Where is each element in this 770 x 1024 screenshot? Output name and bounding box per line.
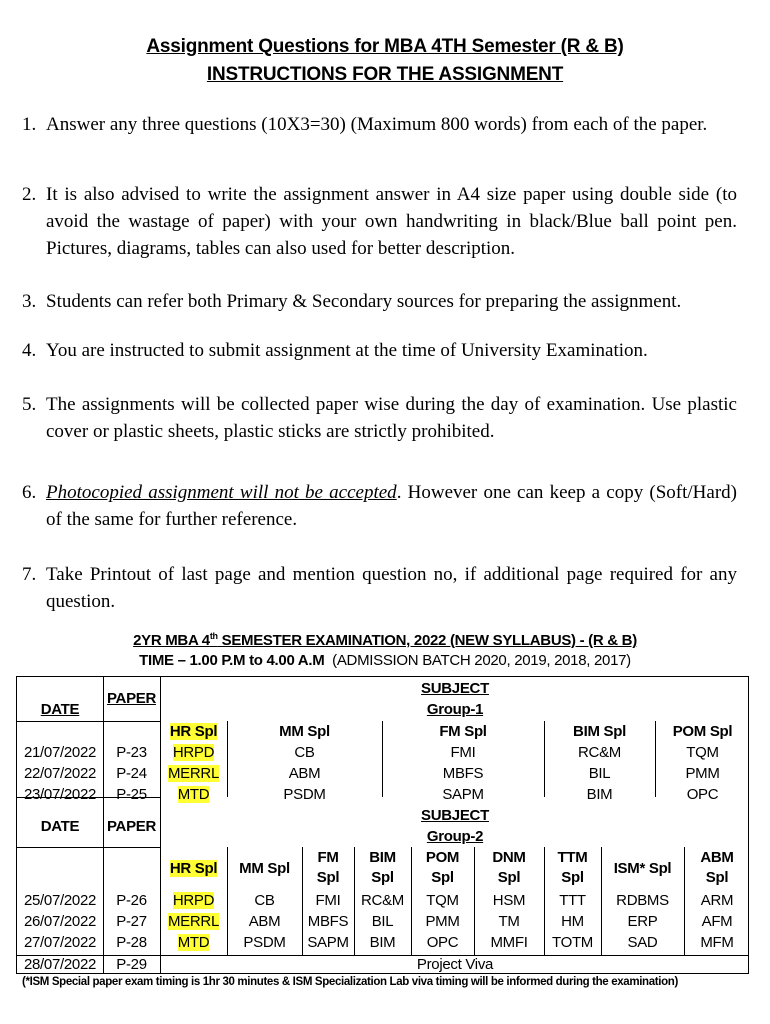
g2-col-fm: FM Spl <box>316 849 340 886</box>
g1-row3-date: 23/07/2022 <box>23 786 97 803</box>
g2-row3-ttm: TOTM <box>551 934 594 951</box>
g2-row3-date: 27/07/2022 <box>23 934 97 951</box>
g2-row2-mm: ABM <box>248 913 281 930</box>
g2-col-bim: BIM Spl <box>369 849 396 886</box>
project-viva: Project Viva <box>416 956 494 973</box>
g1-col-pom: POM Spl <box>672 723 733 740</box>
instruction-item-3 <box>22 288 737 315</box>
item-text <box>46 479 737 533</box>
item-number: 7. <box>22 564 37 585</box>
g2-row3-mm: PSDM <box>243 934 286 951</box>
g1-row1-bim: RC&M <box>578 744 621 761</box>
exam-heading: 2YR MBA 4th SEMESTER EXAMINATION, 2022 (NEW SYLLABUS) - (R & B) <box>133 631 637 649</box>
g2-row3-pom: OPC <box>426 934 459 951</box>
paper-header-2: PAPER <box>106 818 157 835</box>
g1-col-fm: FM Spl <box>439 723 487 740</box>
g2-row2-abm: AFM <box>701 913 733 930</box>
g2-row2-date: 26/07/2022 <box>23 913 97 930</box>
g2-row1-ism: RDBMS <box>616 892 669 909</box>
item-text: Take Printout of last page and mention question no, if additional page required for any question. <box>46 564 737 612</box>
item-text: Answer any three questions (10X3=30) (Maximum 800 words) from each of the paper. <box>46 114 708 135</box>
footnote: (*ISM Special paper exam timing is 1hr 30 minutes & ISM Specialization Lab viva timing will be informed during the examination) <box>22 976 678 988</box>
g2-col-dnm: DNM Spl <box>492 849 526 886</box>
g2-row3-hr: MTD <box>177 934 210 951</box>
item-number: 2. <box>22 184 37 205</box>
exam-schedule-table <box>16 676 749 974</box>
exam-time: TIME – 1.00 P.M to 4.00 A.M (ADMISSION BATCH 2020, 2019, 2018, 2017) <box>139 652 631 669</box>
photocopy-warning: Photocopied assignment will not be accepted <box>46 482 397 503</box>
g2-row1-hr: HRPD <box>172 892 215 909</box>
group1-header: Group-1 <box>426 701 484 718</box>
g2-row1-ttm: TTT <box>559 892 586 909</box>
instructions-heading: INSTRUCTIONS FOR THE ASSIGNMENT <box>206 64 564 85</box>
item-text: The assignments will be collected paper wise during the day of examination. Use plastic cover or plastic sheets, plastic sticks are strictly prohibited. <box>46 394 737 442</box>
g2-col-ttm: TTM Spl <box>557 849 588 886</box>
instruction-item-1 <box>22 111 737 138</box>
g1-col-hr: HR Spl <box>169 723 218 740</box>
g1-row3-pom: OPC <box>686 786 719 803</box>
instruction-item-5 <box>22 391 737 445</box>
g1-row3-mm: PSDM <box>283 786 326 803</box>
item-number: 5. <box>22 394 37 415</box>
g1-col-bim: BIM Spl <box>573 723 626 740</box>
g2-row1-dnm: HSM <box>492 892 526 909</box>
g2-row1-paper: P-26 <box>116 892 147 909</box>
item-text: It is also advised to write the assignment answer in A4 size paper using double side (to avoid the wastage of paper) with your own handwriting in black/Blue ball point pen. Pictures, diagrams, tables can also used for better description. <box>46 184 737 259</box>
paper-header: PAPER <box>106 690 157 707</box>
g2-col-pom: POM Spl <box>425 849 460 886</box>
g1-row1-pom: TQM <box>686 744 719 761</box>
g2-row2-ism: ERP <box>627 913 658 930</box>
g1-row2-mm: ABM <box>288 765 321 782</box>
g1-row3-bim: BIM <box>586 786 613 803</box>
g2-row3-fm: SAPM <box>307 934 349 951</box>
item-text: Students can refer both Primary & Secondary sources for preparing the assignment. <box>46 291 682 312</box>
g1-row1-hr: HRPD <box>172 744 215 761</box>
item-number: 4. <box>22 340 37 361</box>
instruction-item-7 <box>22 561 737 615</box>
instruction-item-4 <box>22 337 737 364</box>
date-header: DATE <box>40 701 80 718</box>
g2-col-abm: ABM Spl <box>700 849 734 886</box>
g2-row2-dnm: TM <box>498 913 520 930</box>
g1-row3-fm: SAPM <box>442 786 484 803</box>
g2-row3-ism: SAD <box>627 934 658 951</box>
g1-row3-paper: P-25 <box>116 786 147 803</box>
g1-row1-date: 21/07/2022 <box>23 744 97 761</box>
g2-row1-date: 25/07/2022 <box>23 892 97 909</box>
g2-row2-fm: MBFS <box>307 913 349 930</box>
g1-row2-pom: PMM <box>685 765 720 782</box>
g2-row1-bim: RC&M <box>361 892 404 909</box>
document-title: Assignment Questions for MBA 4TH Semester (R & B) <box>146 36 624 57</box>
item-text-rest: . However one can keep a copy (Soft/Hard) of the same for further reference. <box>46 482 737 530</box>
g2-row3-bim: BIM <box>369 934 396 951</box>
g1-row2-hr: MERRL <box>167 765 219 782</box>
g2-row3-abm: MFM <box>700 934 734 951</box>
g2-row2-hr: MERRL <box>167 913 219 930</box>
subject-header: SUBJECT <box>421 680 489 697</box>
g2-row1-fm: FMI <box>315 892 341 909</box>
item-number: 1. <box>22 114 37 135</box>
date-header-2: DATE <box>40 818 80 835</box>
g1-row3-hr: MTD <box>177 786 210 803</box>
g1-row1-paper: P-23 <box>116 744 147 761</box>
g1-row2-fm: MBFS <box>442 765 484 782</box>
instruction-item-6 <box>22 479 737 533</box>
g2-col-hr: HR Spl <box>169 860 218 877</box>
last-row-paper: P-29 <box>116 956 147 973</box>
g2-row2-pom: PMM <box>425 913 460 930</box>
g2-col-ism: ISM* Spl <box>613 860 672 877</box>
item-number: 6. <box>22 482 37 503</box>
g1-row1-mm: CB <box>294 744 315 761</box>
g2-row2-bim: BIL <box>371 913 394 930</box>
group2-header: Group-2 <box>426 828 484 845</box>
g2-row1-mm: CB <box>254 892 275 909</box>
subject-header-2: SUBJECT <box>421 807 489 824</box>
last-row-date: 28/07/2022 <box>23 956 97 973</box>
g1-col-mm: MM Spl <box>279 723 330 740</box>
g2-col-mm: MM Spl <box>239 860 290 877</box>
g2-row3-paper: P-28 <box>116 934 147 951</box>
g2-row1-abm: ARM <box>700 892 734 909</box>
instruction-item-2 <box>22 181 737 262</box>
g1-row1-fm: FMI <box>450 744 476 761</box>
item-number: 3. <box>22 291 37 312</box>
g2-row1-pom: TQM <box>426 892 459 909</box>
g2-row2-ttm: HM <box>561 913 584 930</box>
g1-row2-bim: BIL <box>588 765 611 782</box>
g1-row2-paper: P-24 <box>116 765 147 782</box>
g1-row2-date: 22/07/2022 <box>23 765 97 782</box>
g2-row3-dnm: MMFI <box>490 934 528 951</box>
g2-row2-paper: P-27 <box>116 913 147 930</box>
item-text: You are instructed to submit assignment at the time of University Examination. <box>46 340 648 361</box>
